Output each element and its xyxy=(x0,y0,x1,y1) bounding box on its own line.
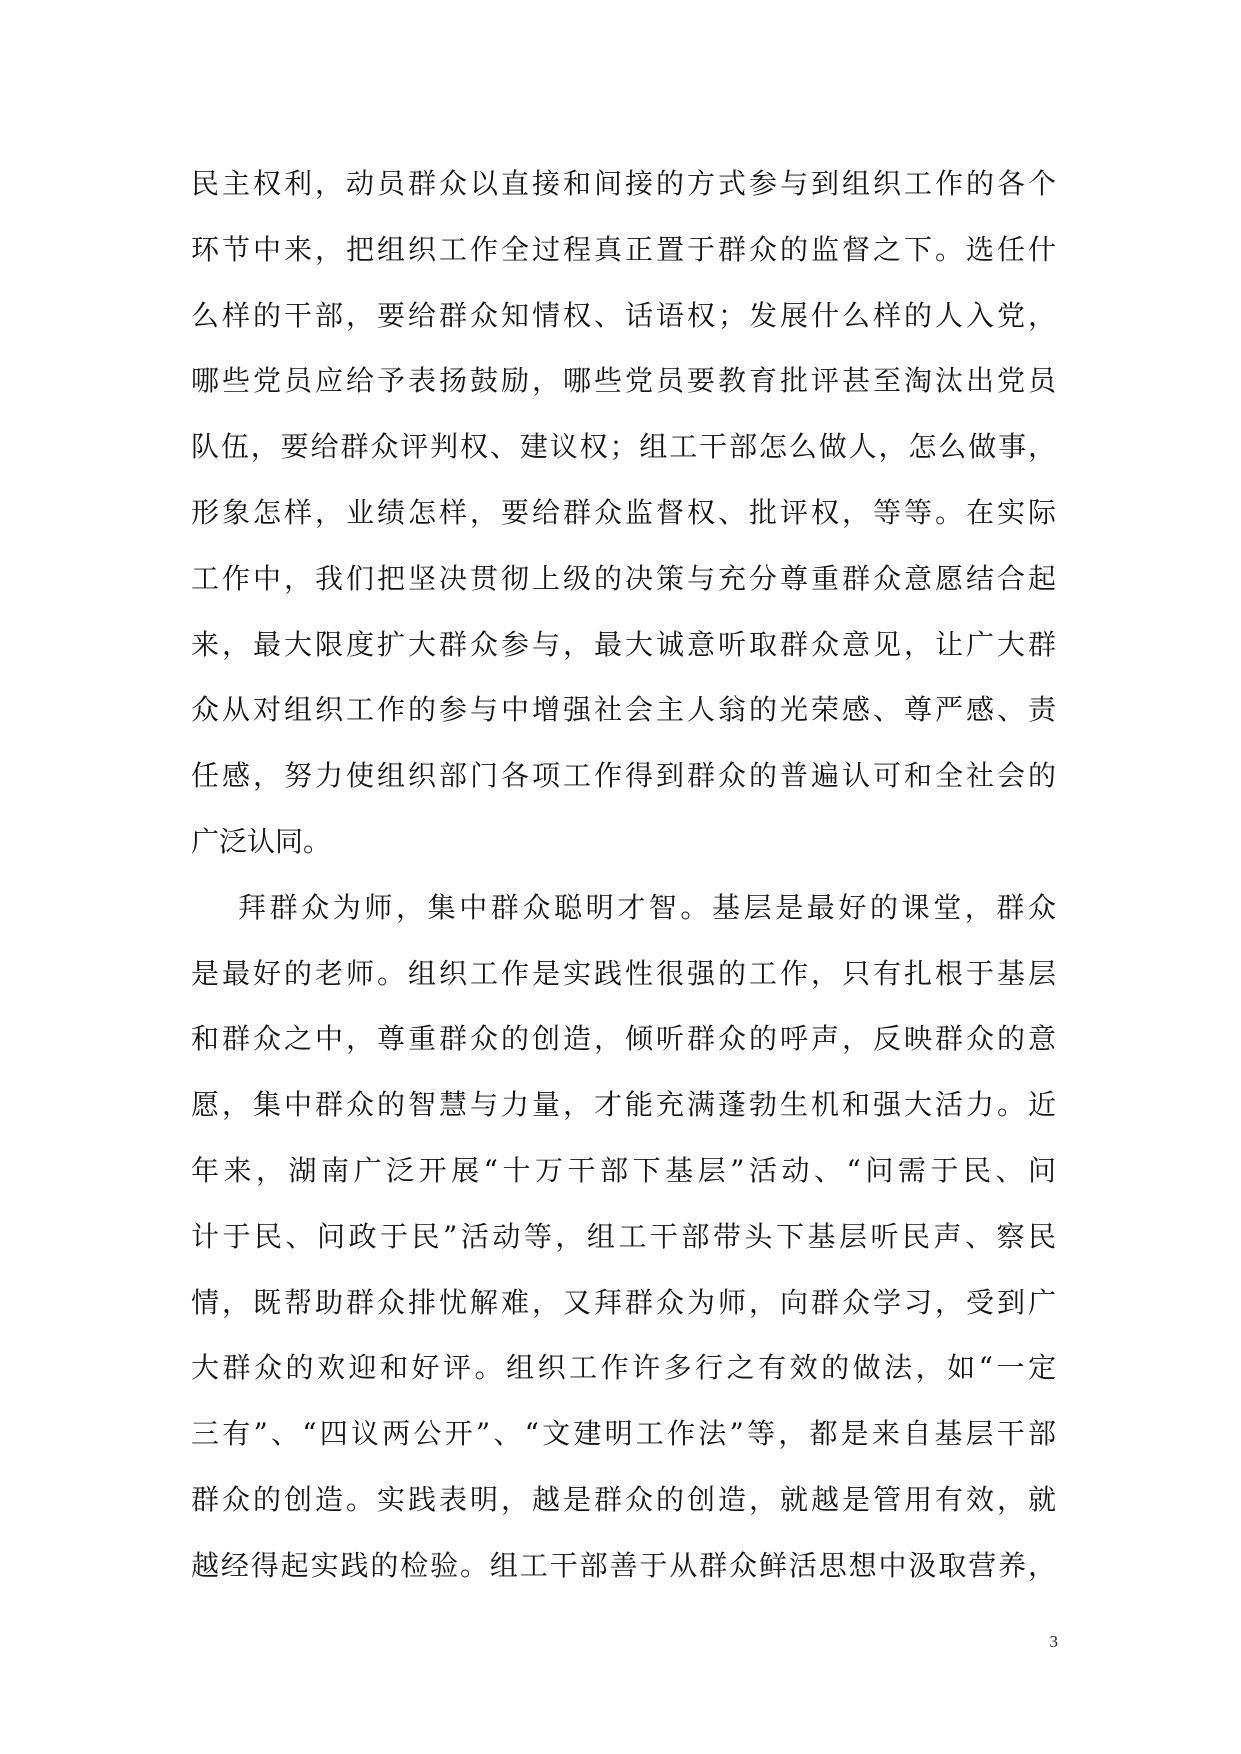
text-line: 三有”、“四议两公开”、“文建明工作法”等，都是来自基层干部 xyxy=(191,1417,1056,1451)
text-line: 情，既帮助群众排忧解难，又拜群众为师，向群众学习，受到广 xyxy=(191,1285,1056,1319)
text-line: 广泛认同。 xyxy=(191,824,332,858)
paragraph-2 xyxy=(191,875,1056,1599)
text-line: 么样的干部，要给群众知情权、话语权；发展什么样的人入党， xyxy=(191,298,1056,332)
text-line: 群众的创造。实践表明，越是群众的创造，就越是管用有效，就 xyxy=(191,1482,1056,1516)
text-line: 来，最大限度扩大群众参与，最大诚意听取群众意见，让广大群 xyxy=(191,627,1056,661)
paragraph-1 xyxy=(191,151,1056,875)
text-line: 任感，努力使组织部门各项工作得到群众的普遍认可和全社会的 xyxy=(191,759,1056,793)
text-line: 计于民、问政于民”活动等，组工干部带头下基层听民声、察民 xyxy=(191,1219,1056,1253)
text-line: 是最好的老师。组织工作是实践性很强的工作，只有扎根于基层 xyxy=(191,956,1056,990)
text-line: 哪些党员应给予表扬鼓励，哪些党员要教育批评甚至淘汰出党员 xyxy=(191,364,1056,398)
text-line: 工作中，我们把坚决贯彻上级的决策与充分尊重群众意愿结合起 xyxy=(191,561,1056,595)
text-line: 大群众的欢迎和好评。组织工作许多行之有效的做法，如“一定 xyxy=(191,1351,1056,1385)
text-line: 众从对组织工作的参与中增强社会主人翁的光荣感、尊严感、责 xyxy=(191,693,1056,727)
text-line: 和群众之中，尊重群众的创造，倾听群众的呼声，反映群众的意 xyxy=(191,1022,1056,1056)
body-text xyxy=(191,151,1056,1599)
text-line: 越经得起实践的检验。组工干部善于从群众鲜活思想中汲取营养， xyxy=(191,1548,1056,1582)
text-line: 队伍，要给群众评判权、建议权；组工干部怎么做人，怎么做事， xyxy=(191,430,1056,464)
text-line: 民主权利，动员群众以直接和间接的方式参与到组织工作的各个 xyxy=(191,167,1056,200)
text-line: 愿，集中群众的智慧与力量，才能充满蓬勃生机和强大活力。近 xyxy=(191,1088,1056,1122)
text-line: 形象怎样，业绩怎样，要给群众监督权、批评权，等等。在实际 xyxy=(191,495,1056,529)
page-number: 3 xyxy=(1049,1632,1058,1651)
text-line: 年来，湖南广泛开展“十万干部下基层”活动、“问需于民、问 xyxy=(191,1153,1056,1187)
text-line: 环节中来，把组织工作全过程真正置于群众的监督之下。选任什 xyxy=(191,232,1056,266)
text-line: 拜群众为师，集中群众聪明才智。基层是最好的课堂，群众 xyxy=(238,890,1056,924)
